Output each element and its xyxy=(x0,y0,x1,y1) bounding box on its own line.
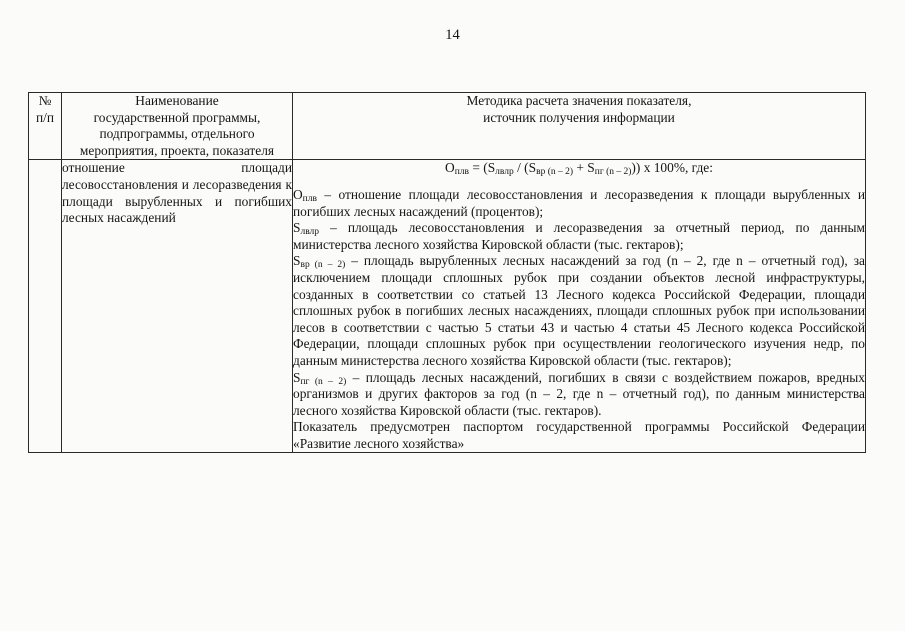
definition-text: – площадь лесных насаждений, погибших в связи с воздействием пожаров, вредных организмов и других факторов за год (n – 2, где n – отчетный год), по данным министерства лесного хозяйства Кировской области (тыс. гектаров). xyxy=(293,369,865,418)
definition-text: – отношение площади лесовосстановления и лесоразведения к площади вырубленных и погибших лесных насаждений (процентов); xyxy=(293,186,865,219)
definition-item xyxy=(293,187,865,220)
indicator-table xyxy=(28,92,866,453)
formula-subscript: пг (n – 2) xyxy=(594,167,632,178)
row-number-cell xyxy=(29,160,62,453)
header-number-line: № xyxy=(38,93,52,108)
source-note: Показатель предусмотрен паспортом государственной программы Российской Федерации «Развитие лесного хозяйства» xyxy=(293,419,865,451)
definition-item xyxy=(293,370,865,420)
definition-symbol xyxy=(293,370,346,385)
formula-part: О xyxy=(445,160,455,176)
header-name-line: мероприятия, проекта, показателя xyxy=(79,142,275,158)
symbol-letter: S xyxy=(293,220,301,236)
header-name-line: подпрограммы, отдельного xyxy=(99,126,255,142)
symbol-subscript: лвлр xyxy=(300,227,320,238)
page-number: 14 xyxy=(445,27,460,43)
symbol-subscript: пг (n – 2) xyxy=(300,376,347,387)
table-header-row xyxy=(29,93,866,160)
header-method-line: источник получения информации xyxy=(483,109,675,125)
definition-item xyxy=(293,253,865,369)
symbol-subscript: вр (n – 2) xyxy=(300,260,346,271)
definition-symbol xyxy=(293,253,346,271)
formula-part: / (S xyxy=(513,160,537,176)
header-name-line: Наименование xyxy=(135,93,219,108)
definition-symbol xyxy=(293,187,317,202)
symbol-letter: S xyxy=(293,253,301,269)
header-name-line: государственной программы, xyxy=(93,109,261,125)
formula-subscript: лвлр xyxy=(495,167,514,178)
indicator-name: отношение площади лесовосстановления и лесоразведения к площади вырубленных и погибших лесных насаждений xyxy=(62,160,293,453)
formula-part: )) x 100%, где: xyxy=(631,160,713,176)
formula-subscript: плв xyxy=(454,167,469,178)
header-name xyxy=(62,93,293,160)
header-number-line: п/п xyxy=(35,109,55,125)
definition-text: – площадь вырубленных лесных насаждений за год (n – 2, где n – отчетный год), за исключением площади сплошных рубок при создании объектов лесной инфраструктуры, созданных в соответствии со статьей 13 Лесного кодекса Российской Федерации, площади сплошных рубок в погибших лесных насаждениях, площади сплошных рубок при использовании лесов в соответствии с частью 5 статьи 43 и частью 4 статьи 45 Лесного кодекса Российской Федерации, площади сплошных рубок при осуществлении геологического изучения недр, по данным министерства лесного хозяйства Кировской области (тыс. гектаров); xyxy=(293,253,865,368)
symbol-letter: S xyxy=(293,369,301,385)
formula-subscript: вр (n – 2) xyxy=(536,167,574,178)
formula-part: = (S xyxy=(469,160,496,176)
formula-part: + S xyxy=(573,160,595,176)
symbol-subscript: плв xyxy=(302,193,317,204)
header-number xyxy=(29,93,62,160)
definition-item xyxy=(293,220,865,253)
method-cell xyxy=(293,160,866,453)
header-method-line: Методика расчета значения показателя, xyxy=(466,93,692,108)
header-method xyxy=(293,93,866,160)
definition-symbol xyxy=(293,220,320,238)
symbol-letter: О xyxy=(293,186,303,202)
definition-text: – площадь лесовосстановления и лесоразведения за отчетный период, по данным министерства лесного хозяйства Кировской области (тыс. гектаров); xyxy=(293,220,865,252)
formula xyxy=(293,160,865,177)
table-row xyxy=(29,160,866,453)
